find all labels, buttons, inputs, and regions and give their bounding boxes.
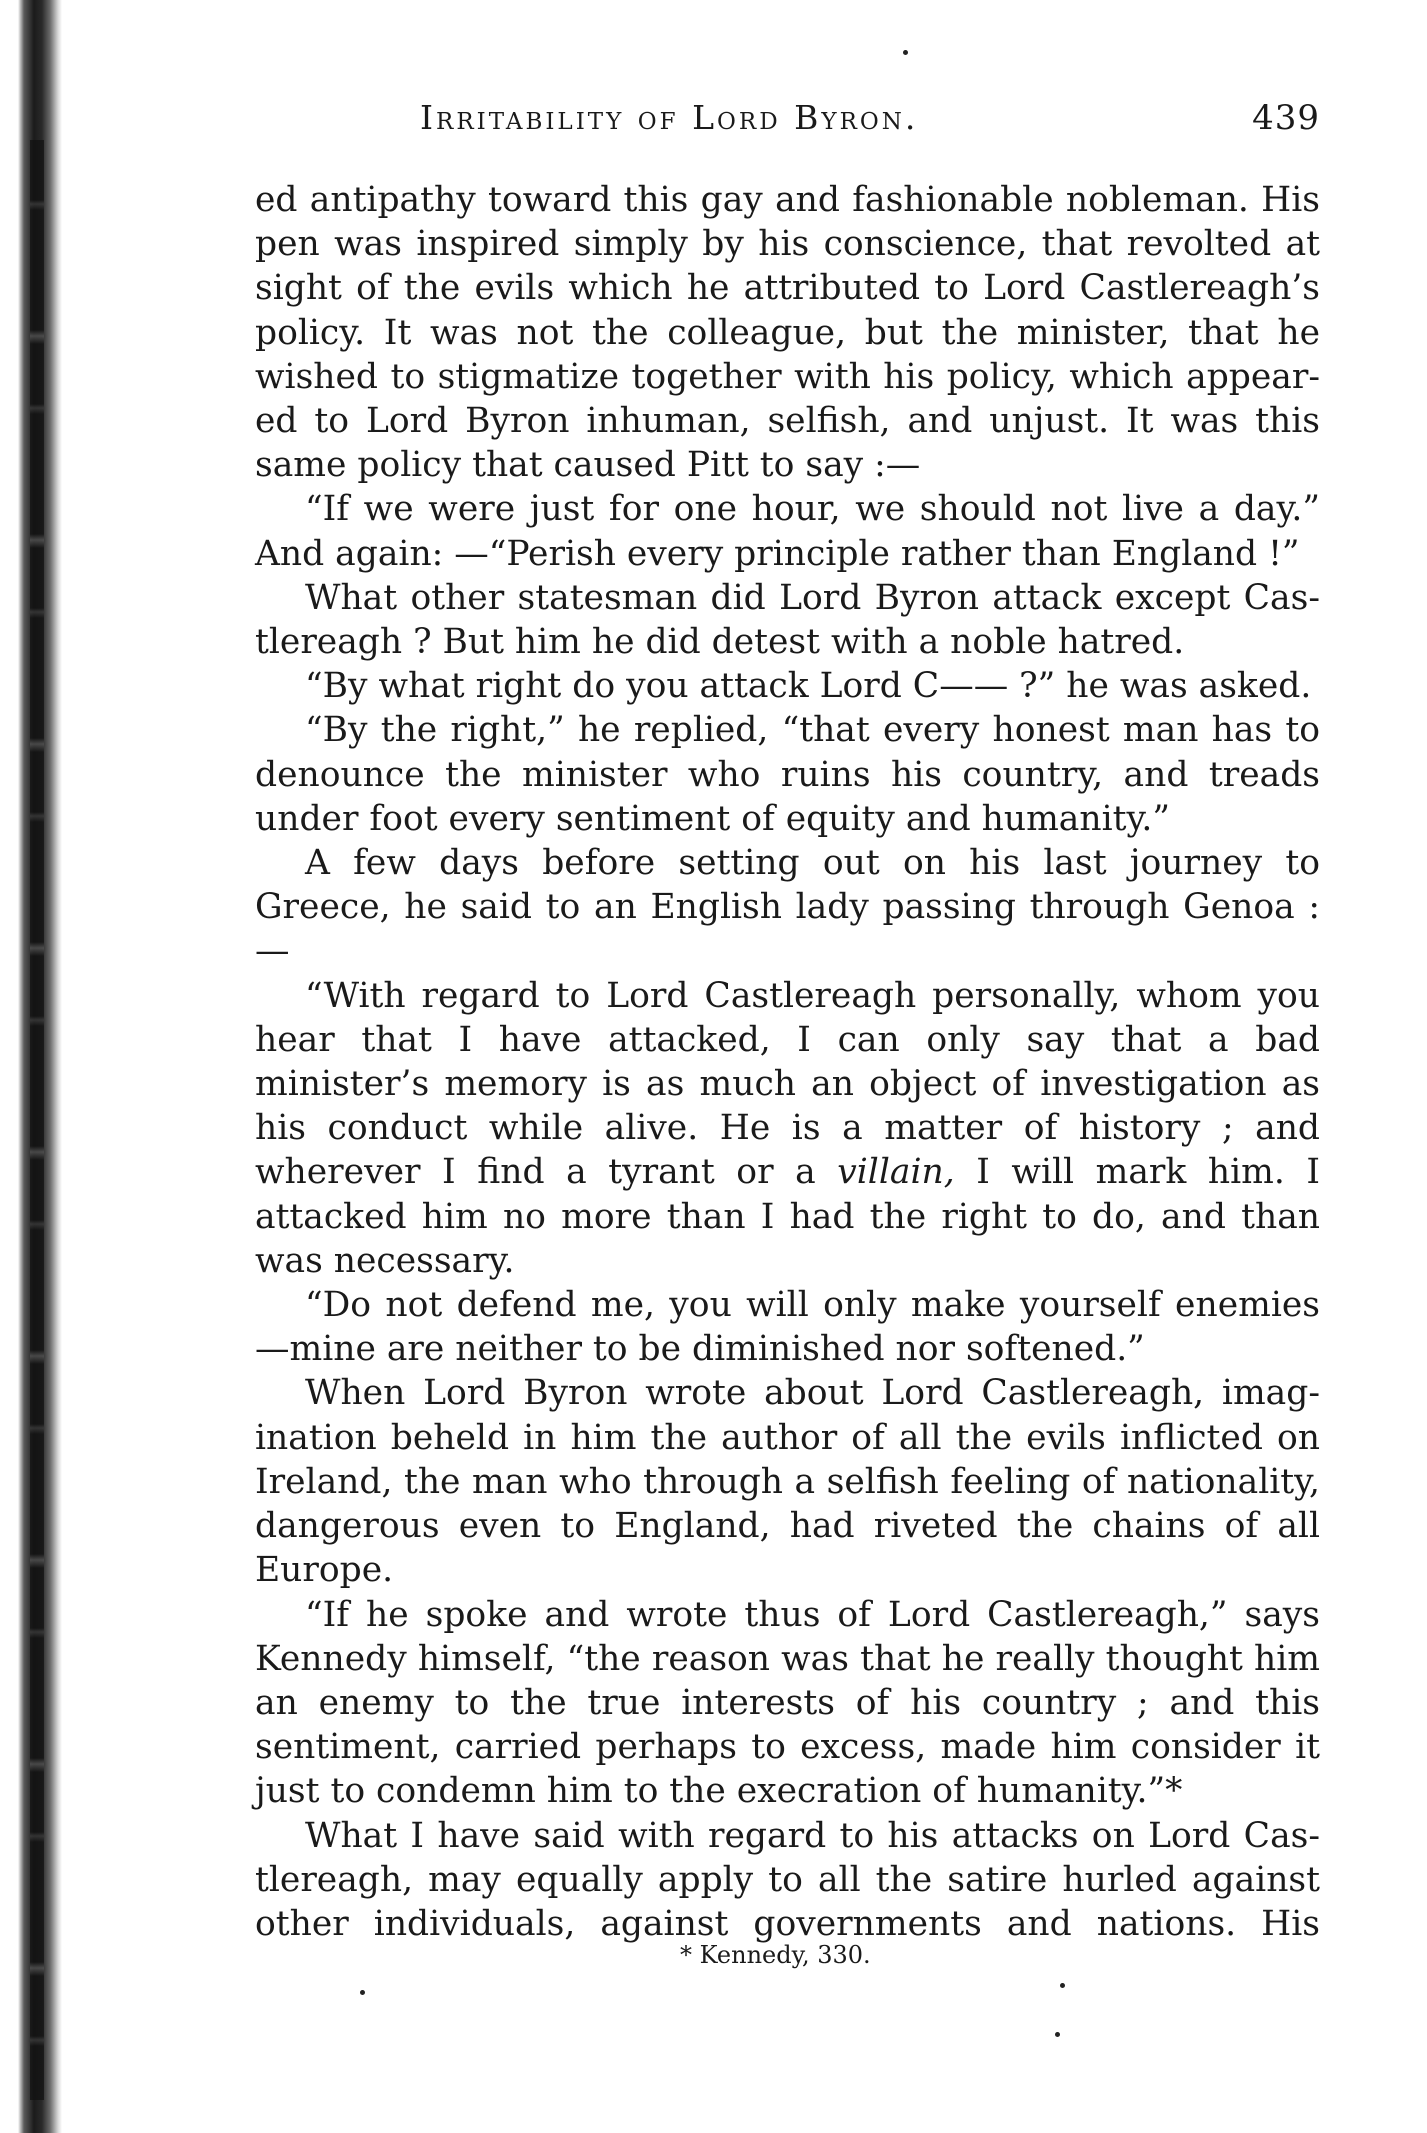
paragraph-6: A few days before setting out on his last journey to Greece, he said to an English lady passing through Genoa :— — [255, 843, 1320, 972]
italic-villain: villain, — [837, 1152, 955, 1193]
paragraph-1: ed antipathy toward this gay and fashionable nobleman. His pen was inspired simply by his conscience, that revolted at sight of the evils which he attributed to Lord Castlereagh’s policy. It was not the colleague, but the minister, that he wished to stigmatize together with his policy, which appear- ed to Lord Byron inhuman, selfish, and unjust. It was this same policy that caused Pitt to say :— — [255, 180, 1320, 486]
paragraph-3: What other statesman did Lord Byron attack except Cas- tlereagh ? But him he did detest with a noble hatred. — [255, 577, 1320, 663]
paragraph-8: “Do not defend me, you will only make yourself enemies —mine are neither to be diminished nor softened.” — [255, 1285, 1320, 1370]
book-binding-edge — [0, 0, 62, 2133]
running-title: Irritability of Lord Byron. — [420, 98, 919, 137]
paragraph-9: When Lord Byron wrote about Lord Castlereagh, imag- ination beheld in him the author of all the evils inflicted on Ireland, the man who through a selfish feeling of nationality, dangerous even to England, had riveted the chains of all Europe. — [255, 1373, 1320, 1591]
paragraph-10: “If he spoke and wrote thus of Lord Castlereagh,” says Kennedy himself, “the reason was that he really thought him an enemy to the true interests of his country ; and this sentiment, carried perhaps to excess, made him consider it just to condemn him to the execration of humanity.”* — [255, 1594, 1320, 1812]
paragraph-7-end: I will mark him. I attacked him no more than I had the right to do, and than was necessary. — [255, 1152, 1320, 1281]
print-speck — [1055, 2032, 1060, 2037]
paragraph-2: “If we were just for one hour, we should not live a day.” And again: —“Perish every principle rather than England !” — [255, 489, 1320, 574]
paragraph-5: “By the right,” he replied, “that every honest man has to denounce the minister who ruins his country, and treads under foot every sentiment of equity and humanity.” — [255, 710, 1320, 839]
paragraph-7 — [255, 974, 1320, 1283]
paragraph-4: “By what right do you attack Lord C—— ?” he was asked. — [305, 666, 1312, 707]
print-speck — [1060, 1983, 1065, 1988]
page-number: 439 — [1252, 98, 1320, 138]
print-speck — [360, 1990, 365, 1995]
paragraph-11: What I have said with regard to his attacks on Lord Cas- tlereagh, may equally apply to all the satire hurled against other individuals, against governments and nations. His — [255, 1815, 1320, 1944]
body-text — [255, 178, 1320, 1946]
print-speck — [903, 50, 908, 55]
running-head — [420, 98, 1320, 148]
footnote: * Kennedy, 330. — [680, 1941, 871, 1969]
paragraph-7-start: “With regard to Lord Castlereagh personally, whom you hear that I have attacked, I can only say that a bad minister’s memory is as much an object of investigation as his conduct while alive. He is a matter of history ; and wherever I find a tyrant or a — [255, 975, 1320, 1193]
